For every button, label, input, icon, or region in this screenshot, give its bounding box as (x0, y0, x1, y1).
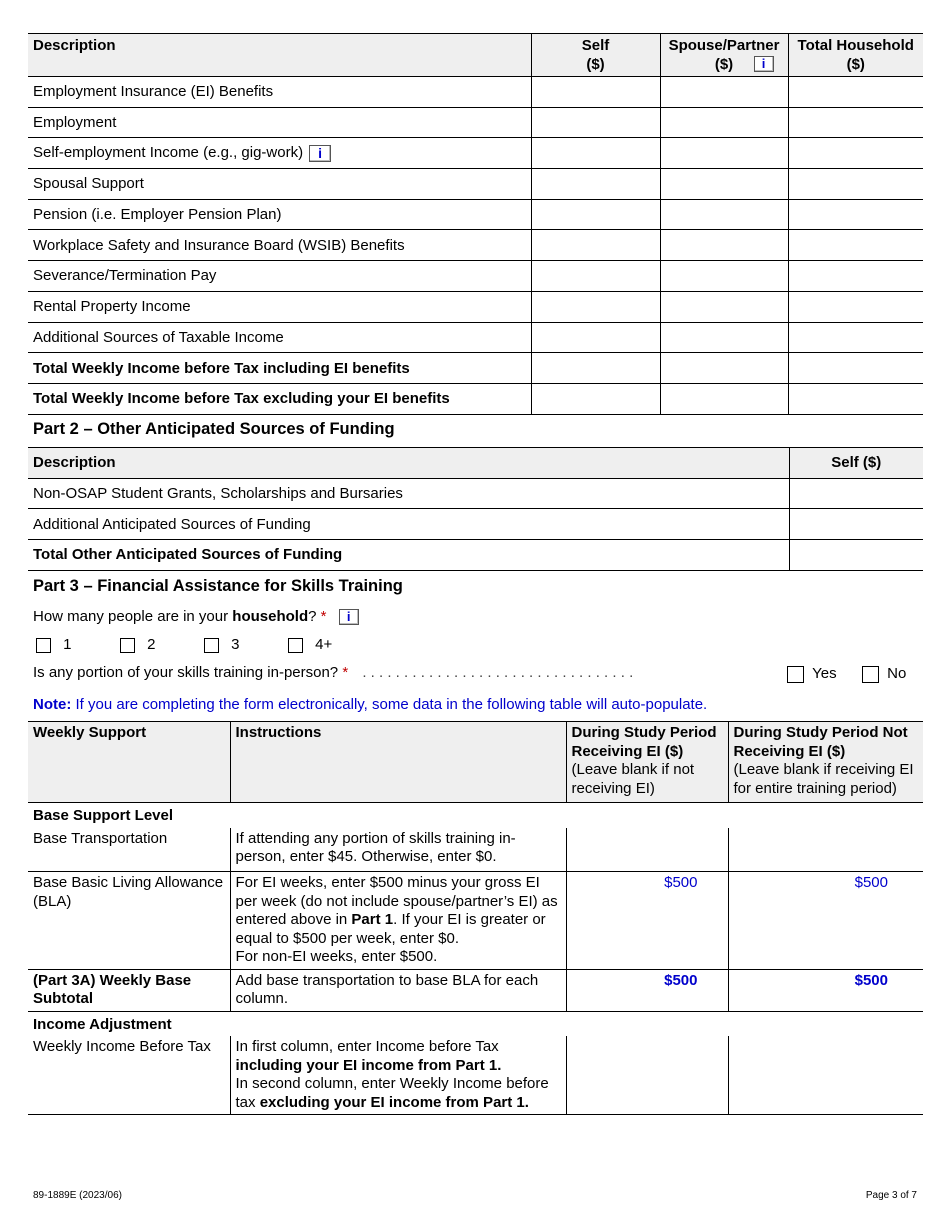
not-receiving-ei-input[interactable]: $500 (728, 872, 923, 970)
row-label: Employment (28, 107, 531, 138)
spouse-input[interactable] (660, 107, 788, 138)
row-label: Additional Sources of Taxable Income (28, 322, 531, 353)
self-input[interactable] (531, 291, 660, 322)
total-household-input[interactable] (788, 77, 923, 108)
row-instructions: Add base transportation to base BLA for each column. (230, 969, 566, 1011)
table-row (28, 509, 923, 540)
total-household-input[interactable] (788, 353, 923, 384)
base-transportation-row (28, 828, 923, 872)
weekly-income-row (28, 1036, 923, 1115)
checkbox[interactable] (120, 638, 135, 653)
receiving-ei-input[interactable] (566, 1036, 728, 1115)
row-label: Weekly Income Before Tax (28, 1036, 230, 1115)
self-input[interactable] (531, 353, 660, 384)
header-receiving-ei: During Study Period Receiving EI ($) (Leave blank if not receiving EI) (566, 722, 728, 803)
row-label: Base Basic Living Allowance (BLA) (28, 872, 230, 970)
household-question: How many people are in your household? * i (33, 608, 359, 625)
row-label: Spousal Support (28, 169, 531, 200)
self-input[interactable] (531, 322, 660, 353)
part3-title: Part 3 – Financial Assistance for Skills Training (33, 577, 403, 595)
row-label: Self-employment Income (e.g., gig-work) i (28, 138, 531, 169)
household-option-2[interactable]: 2 (120, 636, 156, 653)
header-total-household: Total Household ($) (788, 34, 923, 77)
spouse-input[interactable] (660, 138, 788, 169)
total-household-input[interactable] (788, 199, 923, 230)
table-row (28, 107, 923, 138)
table-row (28, 322, 923, 353)
spouse-input[interactable] (660, 199, 788, 230)
section-income-adjustment: Income Adjustment (33, 1015, 172, 1033)
total-household-input[interactable] (788, 169, 923, 200)
table-row (28, 77, 923, 108)
weekly-base-subtotal-row (28, 969, 923, 1011)
total-row (28, 540, 923, 571)
total-household-input[interactable] (788, 291, 923, 322)
spouse-input[interactable] (660, 322, 788, 353)
receiving-ei-subtotal: $500 (566, 969, 728, 1011)
header-self: Self ($) (531, 34, 660, 77)
income-table-header (28, 34, 923, 77)
base-bla-row (28, 872, 923, 970)
required-mark: * (342, 664, 349, 681)
part2-title: Part 2 – Other Anticipated Sources of Funding (33, 420, 395, 438)
checkbox[interactable] (204, 638, 219, 653)
form-id: 89-1889E (2023/06) (33, 1190, 122, 1201)
header-not-receiving-ei: During Study Period Not Receiving EI ($) (Leave blank if receiving EI for entire training period) (728, 722, 923, 803)
leader-dots: . . . . . . . . . . . . . . . . . . . . . . . . . . . . . . . . . (362, 664, 634, 681)
total-row-excluding-ei (28, 383, 923, 414)
table-row (28, 261, 923, 292)
row-label: Rental Property Income (28, 291, 531, 322)
spouse-input[interactable] (660, 230, 788, 261)
spouse-input[interactable] (660, 261, 788, 292)
row-label: Pension (i.e. Employer Pension Plan) (28, 199, 531, 230)
checkbox[interactable] (787, 666, 804, 683)
checkbox[interactable] (862, 666, 879, 683)
self-input[interactable] (531, 77, 660, 108)
spouse-input[interactable] (660, 77, 788, 108)
row-label: Employment Insurance (EI) Benefits (28, 77, 531, 108)
row-label: Total Other Anticipated Sources of Funding (28, 540, 789, 571)
row-instructions: For EI weeks, enter $500 minus your gross EI per week (do not include spouse/partner’s EI) as entered above in Part 1. If your EI is greater or equal to $500 per week, enter $0. For non-EI weeks, enter $500. (230, 872, 566, 970)
self-employment-info-icon[interactable]: i (309, 145, 331, 162)
self-input[interactable] (531, 383, 660, 414)
total-household-input[interactable] (788, 107, 923, 138)
row-label: Total Weekly Income before Tax including EI benefits (28, 353, 531, 384)
household-option-3[interactable]: 3 (204, 636, 240, 653)
receiving-ei-input[interactable] (566, 828, 728, 872)
spouse-input[interactable] (660, 353, 788, 384)
self-input[interactable] (531, 107, 660, 138)
weekly-support-header (28, 722, 923, 803)
not-receiving-ei-input[interactable] (728, 828, 923, 872)
self-input[interactable] (531, 169, 660, 200)
total-household-input[interactable] (788, 322, 923, 353)
total-household-input[interactable] (788, 138, 923, 169)
receiving-ei-input[interactable]: $500 (566, 872, 728, 970)
self-input[interactable] (531, 261, 660, 292)
row-instructions: If attending any portion of skills training in-person, enter $45. Otherwise, enter $0. (230, 828, 566, 872)
header-spouse: Spouse/Partner ($) i (660, 34, 788, 77)
not-receiving-ei-subtotal: $500 (728, 969, 923, 1011)
self-input[interactable] (531, 230, 660, 261)
household-option-4plus[interactable]: 4+ (288, 636, 332, 653)
spouse-input[interactable] (660, 291, 788, 322)
autopopulate-note: Note: If you are completing the form electronically, some data in the following table will auto-populate. (33, 696, 708, 713)
inperson-no[interactable]: No (862, 665, 906, 683)
table-row (28, 230, 923, 261)
row-label: Workplace Safety and Insurance Board (WSIB) Benefits (28, 230, 531, 261)
self-input[interactable] (531, 138, 660, 169)
required-mark: * (320, 608, 327, 625)
income-table (28, 33, 923, 415)
table-row (28, 138, 923, 169)
funding-table (28, 447, 923, 571)
self-input[interactable] (789, 478, 923, 509)
weekly-support-table (28, 721, 923, 1115)
table-row (28, 169, 923, 200)
row-label: Total Weekly Income before Tax excluding your EI benefits (28, 383, 531, 414)
spouse-info-icon[interactable]: i (754, 56, 774, 72)
total-household-input[interactable] (788, 383, 923, 414)
header-weekly-support: Weekly Support (28, 722, 230, 803)
total-row-including-ei (28, 353, 923, 384)
row-label: Additional Anticipated Sources of Funding (28, 509, 789, 540)
row-label: Severance/Termination Pay (28, 261, 531, 292)
self-input[interactable] (789, 509, 923, 540)
inperson-question: Is any portion of your skills training in-person? * . . . . . . . . . . . . . . . . . . . . . . . . . . . . . . . . . (33, 664, 634, 681)
not-receiving-ei-input[interactable] (728, 1036, 923, 1115)
header-self: Self ($) (789, 448, 923, 479)
section-base-support: Base Support Level (33, 807, 174, 824)
self-input[interactable] (531, 199, 660, 230)
table-row (28, 291, 923, 322)
header-instructions: Instructions (230, 722, 566, 803)
header-description: Description (28, 448, 789, 479)
self-input[interactable] (789, 540, 923, 571)
funding-table-header (28, 448, 923, 479)
table-row (28, 199, 923, 230)
total-household-input[interactable] (788, 230, 923, 261)
household-option-1[interactable]: 1 (36, 636, 72, 653)
checkbox[interactable] (288, 638, 303, 653)
spouse-input[interactable] (660, 383, 788, 414)
household-info-icon[interactable]: i (339, 609, 359, 625)
row-label: Non-OSAP Student Grants, Scholarships and Bursaries (28, 478, 789, 509)
row-instructions: In first column, enter Income before Tax including your EI income from Part 1. In second column, enter Weekly Income before tax excluding your EI income from Part 1. (230, 1036, 566, 1115)
spouse-input[interactable] (660, 169, 788, 200)
checkbox[interactable] (36, 638, 51, 653)
row-label: (Part 3A) Weekly Base Subtotal (28, 969, 230, 1011)
total-household-input[interactable] (788, 261, 923, 292)
page-number: Page 3 of 7 (865, 1190, 917, 1201)
header-description: Description (28, 34, 531, 77)
row-label: Base Transportation (28, 828, 230, 872)
table-row (28, 478, 923, 509)
inperson-yes[interactable]: Yes (787, 665, 837, 683)
